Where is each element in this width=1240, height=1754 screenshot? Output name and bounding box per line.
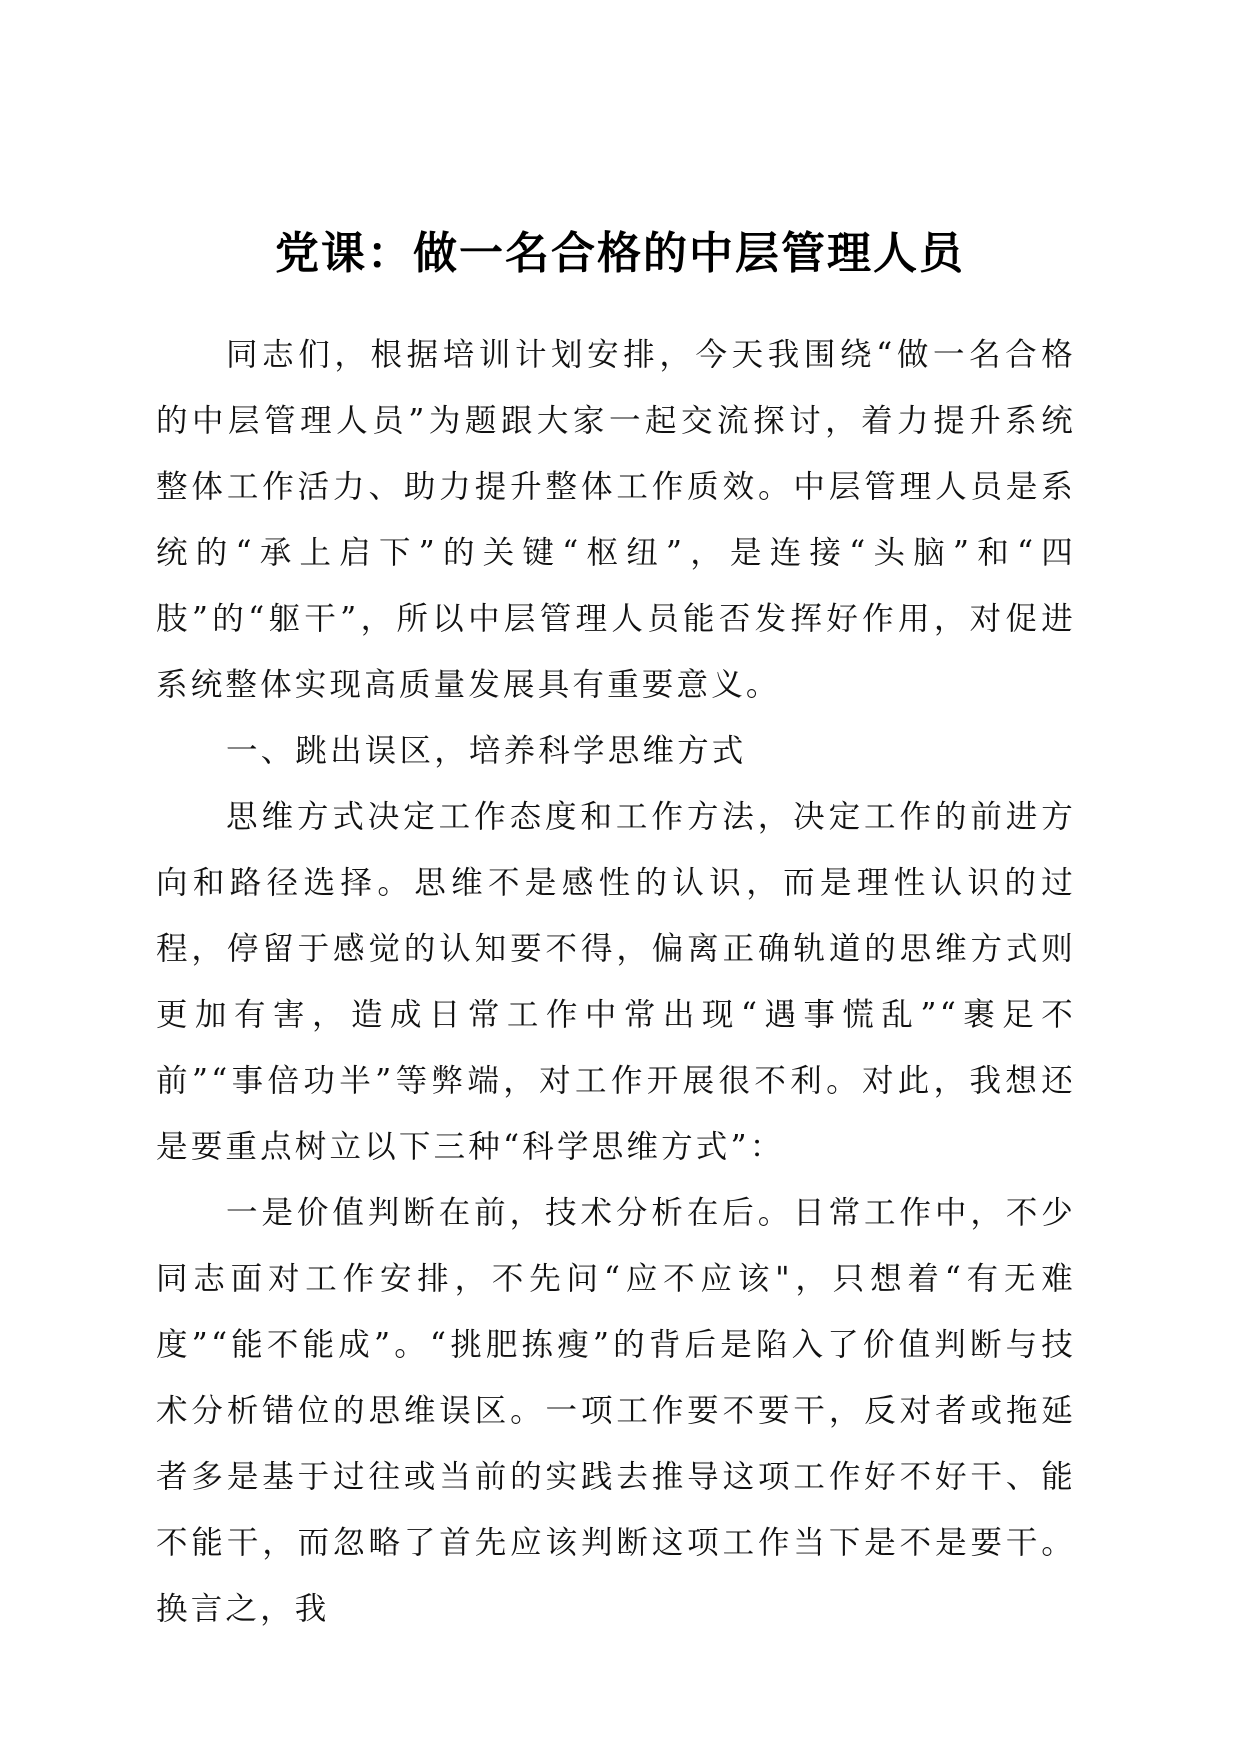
paragraph-intro: 同志们，根据培训计划安排，今天我围绕“做一名合格的中层管理人员”为题跟大家一起交流探讨，着力提升系统整体工作活力、助力提升整体工作质效。中层管理人员是系统的“承上启下”的关键“枢纽”，是连接“头脑”和“四肢”的“躯干”，所以中层管理人员能否发挥好作用，对促进系统整体实现高质量发展具有重要意义。	[156, 337, 1076, 703]
section-heading-1: 一、跳出误区，培养科学思维方式	[226, 733, 747, 769]
paragraph-thinking: 思维方式决定工作态度和工作方法，决定工作的前进方向和路径选择。思维不是感性的认识，而是理性认识的过程，停留于感觉的认知要不得，偏离正确轨道的思维方式则更加有害，造成日常工作中常出现“遇事慌乱”“裹足不前”“事倍功半”等弊端，对工作开展很不利。对此，我想还是要重点树立以下三种“科学思维方式”：	[156, 799, 1076, 1165]
paragraph-value-judgment: 一是价值判断在前，技术分析在后。日常工作中，不少同志面对工作安排，不先问“应不应该"，只想着“有无难度”“能不能成”。“挑肥拣瘦”的背后是陷入了价值判断与技术分析错位的思维误区。一项工作要不要干，反对者或拖延者多是基于过往或当前的实践去推导这项工作好不好干、能不能干，而忽略了首先应该判断这项工作当下是不是要干。换言之，我	[156, 1195, 1076, 1627]
document-body	[156, 322, 1076, 1642]
document-title: 党课：做一名合格的中层管理人员	[275, 228, 965, 279]
